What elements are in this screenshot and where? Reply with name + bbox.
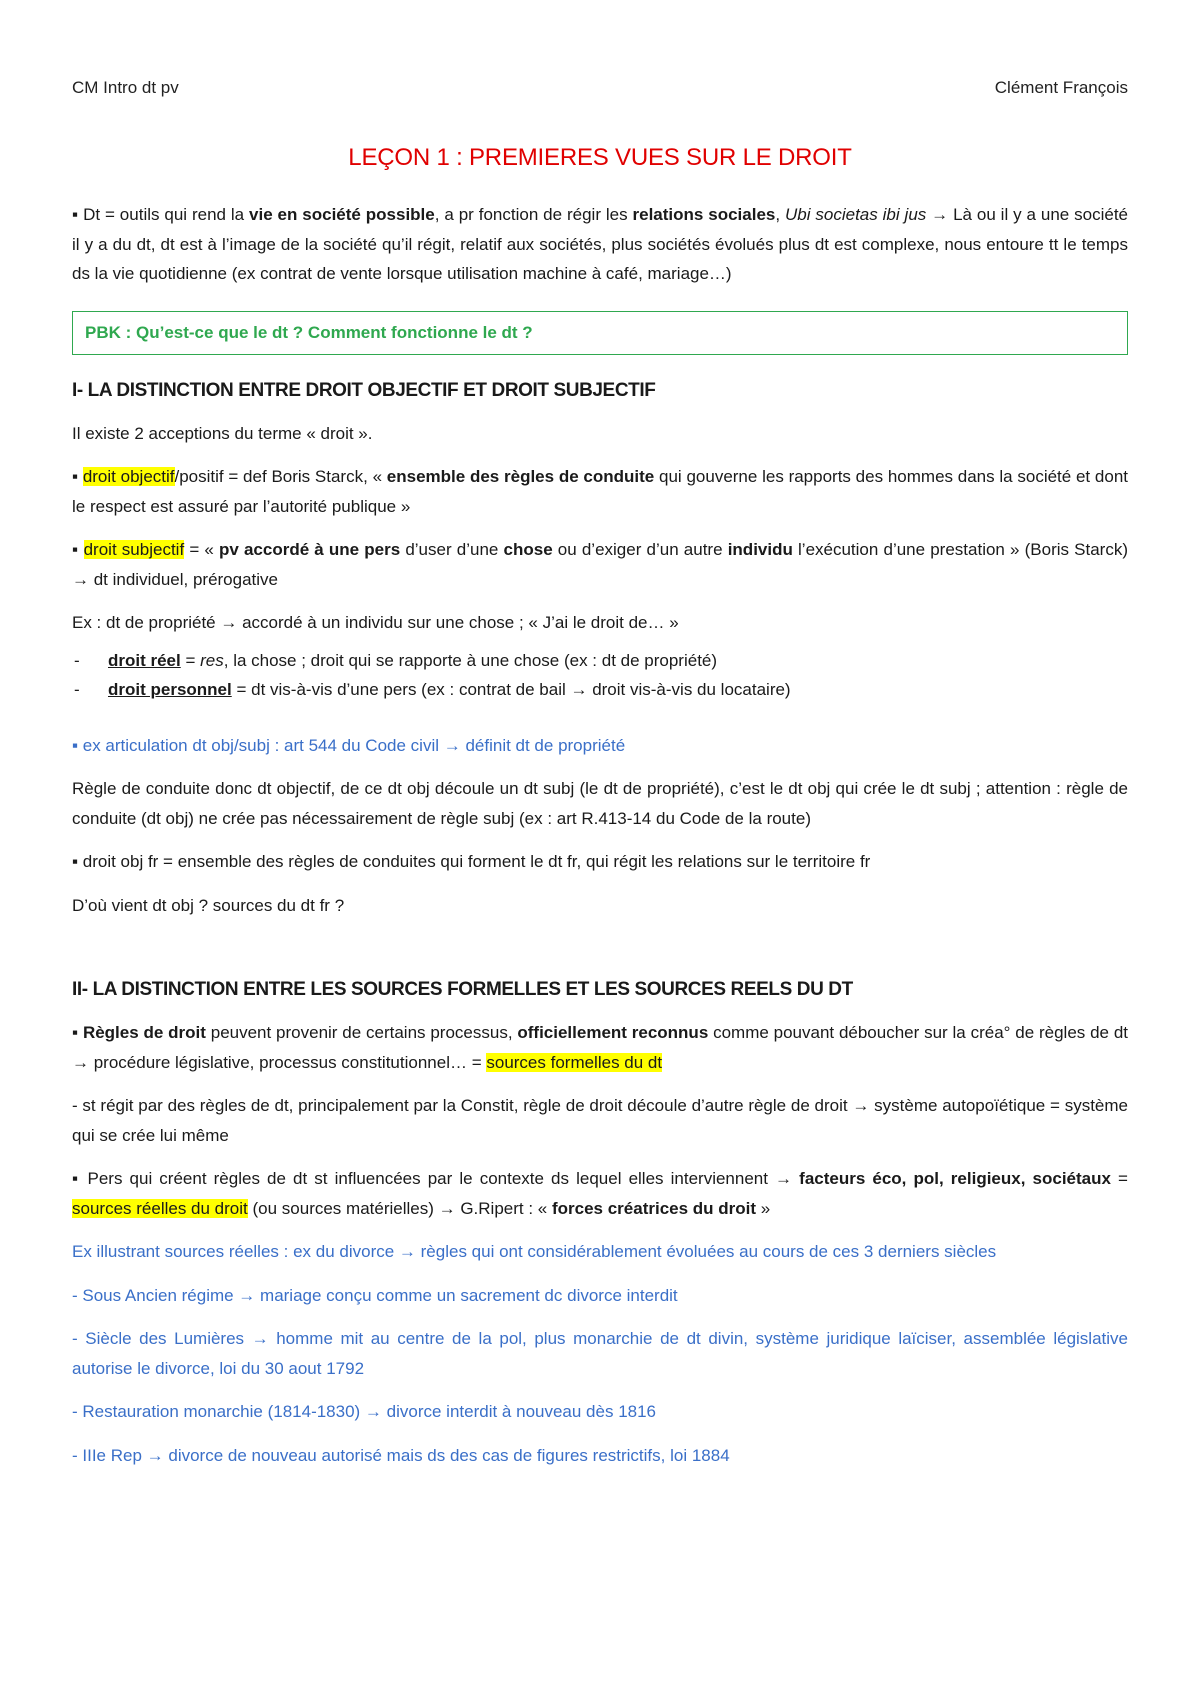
s2-paragraph-2: - st régit par des règles de dt, principalement par la Constit, règle de droit découle d’autre règle de droit → système autopoïétique = système qui se crée lui même [72,1096,1128,1145]
page-header [72,76,1128,100]
s2-blue-5: - IIIe Rep → divorce de nouveau autorisé mais ds des cas de figures restrictifs, loi 1884 [72,1445,730,1465]
s2-paragraph-3: ▪ Pers qui créent règles de dt st influencées par le contexte ds lequel elles interviennent → facteurs éco, pol, religieux, sociétaux = sources réelles du droit (ou sources matérielles) → G.Ripert : « forces créatrices du droit » [72,1169,1128,1218]
s2-paragraph-1: ▪ Règles de droit peuvent provenir de certains processus, officiellement reconnus comme pouvant déboucher sur la créa° de règles de dt → procédure législative, processus constitutionnel… = sources formelles du dt [72,1023,1128,1072]
s2-blue-3: - Siècle des Lumières → homme mit au centre de la pol, plus monarchie de dt divin, système juridique laïciser, assemblée législative autorise le divorce, loi du 30 aout 1792 [72,1329,1128,1378]
s1-example: Ex : dt de propriété → accordé à un individu sur une chose ; « J’ai le droit de… » [72,613,679,632]
list-item: - droit réel = res, la chose ; droit qui se rapporte à une chose (ex : dt de propriété) [108,646,1128,676]
s1-blue-note: ▪ ex articulation dt obj/subj : art 544 du Code civil → définit dt de propriété [72,735,626,755]
s1-paragraph-3: ▪ droit obj fr = ensemble des règles de conduites qui forment le dt fr, qui régit les relations sur le territoire fr [72,852,871,871]
droit-subjectif-paragraph: ▪ droit subjectif = « pv accordé à une pers d’user d’une chose ou d’exiger d’un autre individu l’exécution d’une prestation » (Boris Starck) → dt individuel, prérogative [72,540,1128,589]
s2-blue-1: Ex illustrant sources réelles : ex du divorce → règles qui ont considérablement évoluées au cours de ces 3 derniers siècles [72,1242,997,1261]
problem-box: PBK : Qu’est-ce que le dt ? Comment fonctionne le dt ? [72,311,1128,355]
s2-blue-4: - Restauration monarchie (1814-1830) → divorce interdit à nouveau dès 1816 [72,1402,657,1421]
page-title: LEÇON 1 : PREMIERES VUES SUR LE DROIT [348,144,852,171]
s1-paragraph-2: Règle de conduite donc dt objectif, de ce dt obj découle un dt subj (le dt de propriété), c’est le dt obj qui crée le dt subj ; attention : règle de conduite (dt obj) ne crée pas nécessairement de règle subj (ex : art R.413-14 du Code de la route) [72,779,1128,828]
intro-paragraph: ▪ Dt = outils qui rend la vie en société possible, a pr fonction de régir les relations sociales, Ubi societas ibi jus → Là ou il y a une société il y a du dt, dt est à l’image de la société qu’il régit, relatif aux sociétés, plus sociétés évolués plus dt est complexe, nous entoure tt le temps ds la vie quotidienne (ex contrat de vente lorsque utilisation machine à café, mariage…) [72,205,1128,283]
droit-types-list [72,646,1128,705]
s1-paragraph-4: D’où vient dt obj ? sources du dt fr ? [72,895,345,915]
s2-blue-2: - Sous Ancien régime → mariage conçu comme un sacrement dc divorce interdit [72,1285,678,1305]
header-right: Clément François [994,78,1128,97]
s1-paragraph-1: Il existe 2 acceptions du terme « droit ». [72,423,373,443]
section-2-heading: II- LA DISTINCTION ENTRE LES SOURCES FORMELLES ET LES SOURCES REELS DU DT [72,979,853,1000]
droit-objectif-paragraph: ▪ droit objectif/positif = def Boris Starck, « ensemble des règles de conduite qui gouverne les rapports des hommes dans la société et dont le respect est assuré par l’autorité publique » [72,467,1128,516]
list-item: - droit personnel = dt vis-à-vis d’une pers (ex : contrat de bail → droit vis-à-vis du locataire) [108,675,1128,705]
section-1-heading: I- LA DISTINCTION ENTRE DROIT OBJECTIF ET DROIT SUBJECTIF [72,379,656,401]
header-left: CM Intro dt pv [72,78,179,97]
